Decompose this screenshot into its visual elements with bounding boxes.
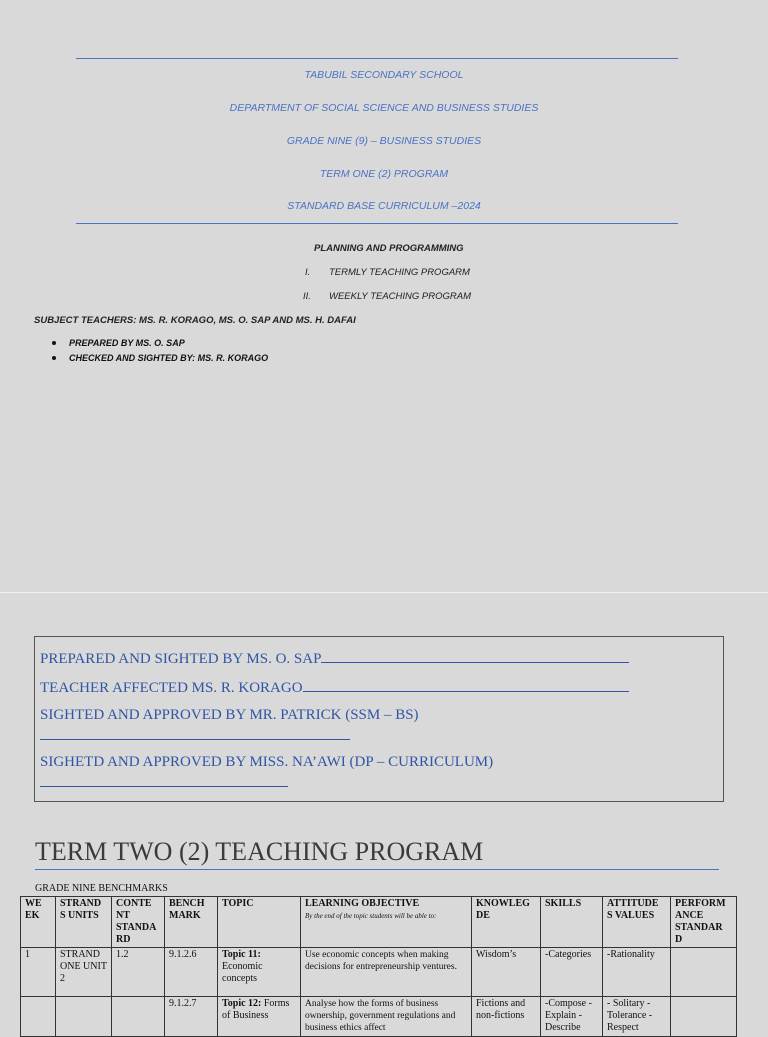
cell-strand: STRAND ONE UNIT 2 (56, 948, 112, 997)
signoff-line-ssm: SIGHTED AND APPROVED BY MR. PATRICK (SSM – BS) (40, 707, 419, 723)
col-header-objective: LEARNING OBJECTIVE By the end of the topic students will be able to: (301, 897, 472, 948)
department-name: DEPARTMENT OF SOCIAL SCIENCE AND BUSINESS STUDIES (229, 102, 539, 114)
col-header-skills: SKILLS (541, 897, 603, 948)
plan-item-2-number: II. (303, 291, 311, 302)
list-item: PREPARED BY MS. O. SAP (52, 336, 268, 351)
program-table (20, 896, 737, 1037)
bullet-icon (52, 341, 56, 345)
grade-subject: GRADE NINE (9) – BUSINESS STUDIES (286, 135, 482, 147)
cell-attitudes: - Solitary -Tolerance -Respect (603, 997, 671, 1037)
cell-knowledge: Wisdom’s (472, 948, 541, 997)
col-header-knowledge: KNOWLEG DE (472, 897, 541, 948)
school-name: TABUBIL SECONDARY SCHOOL (304, 69, 464, 81)
signoff-underline-ssm (40, 725, 350, 745)
cell-topic: Topic 12: Forms of Business (218, 997, 301, 1037)
cell-strand (56, 997, 112, 1037)
signoff-underline-dp (40, 772, 288, 792)
signoff-line-teacher: TEACHER AFFECTED MS. R. KORAGO (40, 677, 629, 697)
col-header-content: CONTE NT STANDA RD (112, 897, 165, 948)
title-rule (35, 869, 719, 870)
benchmarks-label: GRADE NINE BENCHMARKS (35, 883, 168, 894)
cell-performance (671, 948, 737, 997)
cell-content (112, 997, 165, 1037)
cell-objective: Use economic concepts when making decisions for entrepreneurship ventures. (301, 948, 472, 997)
cell-skills: -Categories (541, 948, 603, 997)
program-title: TERM TWO (2) TEACHING PROGRAM (35, 837, 484, 866)
signoff-box (34, 636, 724, 802)
cell-performance (671, 997, 737, 1037)
cell-benchmark: 9.1.2.7 (165, 997, 218, 1037)
cell-benchmark: 9.1.2.6 (165, 948, 218, 997)
col-header-performance: PERFORM ANCE STANDAR D (671, 897, 737, 948)
top-rule (76, 58, 678, 59)
cell-week (21, 997, 56, 1037)
cell-topic: Topic 11: Economic concepts (218, 948, 301, 997)
bottom-rule (76, 223, 678, 224)
signoff-line-prepared: PREPARED AND SIGHTED BY MS. O. SAP (40, 648, 629, 668)
cell-objective: Analyse how the forms of business ownership, government regulations and business ethics affect (301, 997, 472, 1037)
plan-item-1-number: I. (305, 267, 311, 278)
cell-attitudes: -Rationality (603, 948, 671, 997)
col-header-benchmark: BENCH MARK (165, 897, 218, 948)
program-page (0, 593, 768, 1033)
subject-teachers: SUBJECT TEACHERS: MS. R. KORAGO, MS. O. SAP AND MS. H. DAFAI (34, 315, 356, 326)
col-header-attitudes: ATTITUDE S VALUES (603, 897, 671, 948)
bullet-icon (52, 356, 56, 360)
signoff-line-dp: SIGHETD AND APPROVED BY MISS. NA’AWI (DP – CURRICULUM) (40, 754, 494, 770)
prepared-list (52, 336, 268, 365)
plan-item-2-text: WEEKLY TEACHING PROGRAM (329, 291, 472, 302)
table-row (21, 997, 737, 1037)
table-header-row (21, 897, 737, 948)
col-header-strand: STRAND S UNITS (56, 897, 112, 948)
cell-week: 1 (21, 948, 56, 997)
term-label: TERM ONE (2) PROGRAM (319, 168, 449, 180)
list-item: CHECKED AND SIGHTED BY: MS. R. KORAGO (52, 351, 268, 366)
planning-heading: PLANNING AND PROGRAMMING (314, 243, 464, 254)
cell-knowledge: Fictions and non-fictions (472, 997, 541, 1037)
plan-item-1-text: TERMLY TEACHING PROGARM (329, 267, 470, 278)
cell-skills: -Compose -Explain -Describe (541, 997, 603, 1037)
col-header-topic: TOPIC (218, 897, 301, 948)
cell-content: 1.2 (112, 948, 165, 997)
col-header-week: WE EK (21, 897, 56, 948)
curriculum-label: STANDARD BASE CURRICULUM –2024 (287, 200, 481, 212)
table-row (21, 948, 737, 997)
